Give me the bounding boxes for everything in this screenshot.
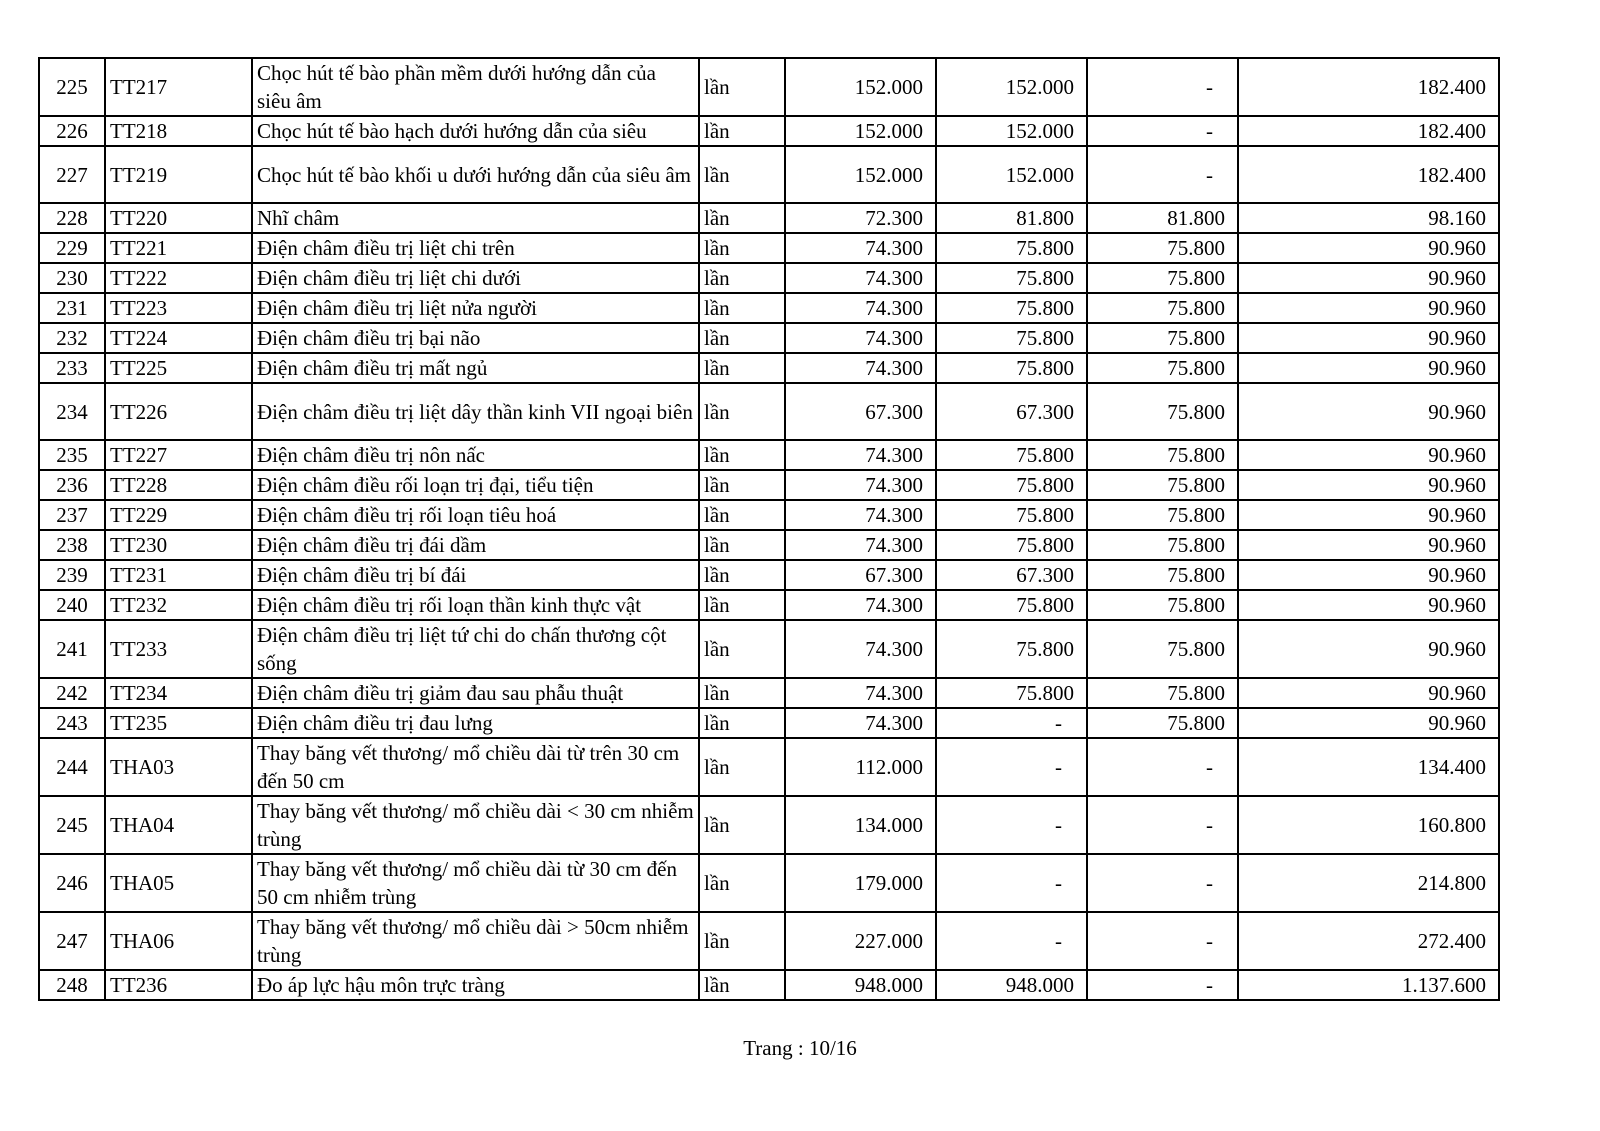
service-code-cell: THA06	[105, 912, 252, 970]
page-number: Trang : 10/16	[743, 1036, 857, 1060]
service-name-cell: Điện châm điều trị bại não	[252, 323, 699, 353]
row-number-cell: 230	[39, 263, 105, 293]
price-3-cell: -	[1087, 970, 1238, 1000]
price-1-cell: 72.300	[785, 203, 936, 233]
price-4-cell: 90.960	[1238, 708, 1499, 738]
price-4-cell: 182.400	[1238, 146, 1499, 203]
table-row	[39, 116, 1499, 146]
price-4-cell: 90.960	[1238, 500, 1499, 530]
row-number-cell: 227	[39, 146, 105, 203]
price-4-cell: 90.960	[1238, 590, 1499, 620]
price-2-cell: 81.800	[936, 203, 1087, 233]
row-number-cell: 247	[39, 912, 105, 970]
service-name-cell: Điện châm điều trị rối loạn thần kinh thực vật	[252, 590, 699, 620]
service-code-cell: TT224	[105, 323, 252, 353]
price-2-cell: 75.800	[936, 323, 1087, 353]
row-number-cell: 234	[39, 383, 105, 440]
unit-cell: lần	[699, 560, 785, 590]
unit-cell: lần	[699, 233, 785, 263]
unit-cell: lần	[699, 970, 785, 1000]
table-row	[39, 970, 1499, 1000]
unit-cell: lần	[699, 353, 785, 383]
service-name-cell: Điện châm điều trị liệt chi dưới	[252, 263, 699, 293]
service-name-cell: Nhĩ châm	[252, 203, 699, 233]
service-code-cell: TT229	[105, 500, 252, 530]
table-row	[39, 383, 1499, 440]
service-code-cell: TT218	[105, 116, 252, 146]
price-2-cell: -	[936, 912, 1087, 970]
row-number-cell: 244	[39, 738, 105, 796]
service-code-cell: THA03	[105, 738, 252, 796]
price-3-cell: 75.800	[1087, 560, 1238, 590]
row-number-cell: 236	[39, 470, 105, 500]
service-code-cell: TT219	[105, 146, 252, 203]
price-table	[38, 57, 1500, 1001]
price-2-cell: 75.800	[936, 500, 1087, 530]
price-4-cell: 90.960	[1238, 263, 1499, 293]
price-4-cell: 182.400	[1238, 58, 1499, 116]
service-code-cell: TT225	[105, 353, 252, 383]
price-4-cell: 90.960	[1238, 560, 1499, 590]
price-1-cell: 74.300	[785, 530, 936, 560]
service-name-cell: Điện châm điều trị đái dầm	[252, 530, 699, 560]
unit-cell: lần	[699, 383, 785, 440]
price-1-cell: 67.300	[785, 560, 936, 590]
price-1-cell: 152.000	[785, 146, 936, 203]
service-code-cell: TT236	[105, 970, 252, 1000]
service-name-cell: Điện châm điều trị nôn nấc	[252, 440, 699, 470]
price-2-cell: 67.300	[936, 560, 1087, 590]
price-4-cell: 90.960	[1238, 353, 1499, 383]
price-3-cell: 75.800	[1087, 470, 1238, 500]
price-3-cell: -	[1087, 912, 1238, 970]
price-1-cell: 227.000	[785, 912, 936, 970]
price-3-cell: 75.800	[1087, 620, 1238, 678]
price-2-cell: 75.800	[936, 233, 1087, 263]
table-row	[39, 854, 1499, 912]
price-3-cell: 75.800	[1087, 353, 1238, 383]
row-number-cell: 245	[39, 796, 105, 854]
service-code-cell: TT228	[105, 470, 252, 500]
service-code-cell: TT221	[105, 233, 252, 263]
table-row	[39, 500, 1499, 530]
price-2-cell: 75.800	[936, 470, 1087, 500]
price-3-cell: 75.800	[1087, 590, 1238, 620]
table-body	[39, 58, 1499, 1000]
price-2-cell: 152.000	[936, 116, 1087, 146]
row-number-cell: 243	[39, 708, 105, 738]
service-code-cell: TT217	[105, 58, 252, 116]
service-code-cell: TT220	[105, 203, 252, 233]
unit-cell: lần	[699, 500, 785, 530]
price-3-cell: 75.800	[1087, 293, 1238, 323]
unit-cell: lần	[699, 263, 785, 293]
price-3-cell: -	[1087, 854, 1238, 912]
price-4-cell: 90.960	[1238, 678, 1499, 708]
service-name-cell: Thay băng vết thương/ mổ chiều dài > 50cm nhiễm trùng	[252, 912, 699, 970]
price-1-cell: 74.300	[785, 678, 936, 708]
price-2-cell: 75.800	[936, 293, 1087, 323]
price-4-cell: 272.400	[1238, 912, 1499, 970]
unit-cell: lần	[699, 323, 785, 353]
price-3-cell: -	[1087, 116, 1238, 146]
price-3-cell: 75.800	[1087, 383, 1238, 440]
service-name-cell: Điện châm điều trị liệt tứ chi do chấn thương cột sống	[252, 620, 699, 678]
price-4-cell: 134.400	[1238, 738, 1499, 796]
row-number-cell: 240	[39, 590, 105, 620]
unit-cell: lần	[699, 796, 785, 854]
service-name-cell: Thay băng vết thương/ mổ chiều dài từ 30 cm đến 50 cm nhiễm trùng	[252, 854, 699, 912]
price-1-cell: 152.000	[785, 116, 936, 146]
table-row	[39, 470, 1499, 500]
row-number-cell: 233	[39, 353, 105, 383]
service-code-cell: TT223	[105, 293, 252, 323]
price-3-cell: -	[1087, 146, 1238, 203]
table-row	[39, 530, 1499, 560]
table-row	[39, 203, 1499, 233]
price-2-cell: 75.800	[936, 353, 1087, 383]
service-code-cell: TT230	[105, 530, 252, 560]
table-row	[39, 353, 1499, 383]
table-row	[39, 678, 1499, 708]
service-code-cell: TT226	[105, 383, 252, 440]
price-3-cell: 75.800	[1087, 233, 1238, 263]
unit-cell: lần	[699, 470, 785, 500]
service-code-cell: TT235	[105, 708, 252, 738]
table-row	[39, 440, 1499, 470]
price-2-cell: 75.800	[936, 620, 1087, 678]
price-1-cell: 74.300	[785, 233, 936, 263]
price-2-cell: 75.800	[936, 530, 1087, 560]
service-code-cell: TT227	[105, 440, 252, 470]
service-name-cell: Điện châm điều trị giảm đau sau phẫu thuật	[252, 678, 699, 708]
service-code-cell: TT231	[105, 560, 252, 590]
table-row	[39, 323, 1499, 353]
table-row	[39, 590, 1499, 620]
price-4-cell: 98.160	[1238, 203, 1499, 233]
service-name-cell: Chọc hút tế bào hạch dưới hướng dẫn của siêu	[252, 116, 699, 146]
price-3-cell: 75.800	[1087, 440, 1238, 470]
price-2-cell: 152.000	[936, 146, 1087, 203]
unit-cell: lần	[699, 440, 785, 470]
table-row	[39, 738, 1499, 796]
price-4-cell: 90.960	[1238, 383, 1499, 440]
price-4-cell: 90.960	[1238, 620, 1499, 678]
price-4-cell: 90.960	[1238, 440, 1499, 470]
price-4-cell: 182.400	[1238, 116, 1499, 146]
price-2-cell: 75.800	[936, 440, 1087, 470]
row-number-cell: 239	[39, 560, 105, 590]
row-number-cell: 241	[39, 620, 105, 678]
price-3-cell: 75.800	[1087, 678, 1238, 708]
price-2-cell: -	[936, 796, 1087, 854]
price-1-cell: 67.300	[785, 383, 936, 440]
service-code-cell: THA05	[105, 854, 252, 912]
price-2-cell: 75.800	[936, 590, 1087, 620]
unit-cell: lần	[699, 678, 785, 708]
table-row	[39, 146, 1499, 203]
price-3-cell: -	[1087, 738, 1238, 796]
price-3-cell: 75.800	[1087, 708, 1238, 738]
price-2-cell: 152.000	[936, 58, 1087, 116]
unit-cell: lần	[699, 590, 785, 620]
price-4-cell: 214.800	[1238, 854, 1499, 912]
table-row	[39, 293, 1499, 323]
price-1-cell: 74.300	[785, 620, 936, 678]
price-2-cell: 67.300	[936, 383, 1087, 440]
price-1-cell: 74.300	[785, 293, 936, 323]
service-name-cell: Thay băng vết thương/ mổ chiều dài < 30 cm nhiễm trùng	[252, 796, 699, 854]
unit-cell: lần	[699, 912, 785, 970]
service-name-cell: Chọc hút tế bào khối u dưới hướng dẫn của siêu âm	[252, 146, 699, 203]
table-row	[39, 58, 1499, 116]
row-number-cell: 246	[39, 854, 105, 912]
unit-cell: lần	[699, 293, 785, 323]
price-1-cell: 74.300	[785, 263, 936, 293]
service-name-cell: Thay băng vết thương/ mổ chiều dài từ trên 30 cm đến 50 cm	[252, 738, 699, 796]
row-number-cell: 231	[39, 293, 105, 323]
price-2-cell: 75.800	[936, 263, 1087, 293]
table-row	[39, 912, 1499, 970]
service-code-cell: TT234	[105, 678, 252, 708]
unit-cell: lần	[699, 203, 785, 233]
table-row	[39, 620, 1499, 678]
price-2-cell: -	[936, 738, 1087, 796]
row-number-cell: 242	[39, 678, 105, 708]
row-number-cell: 237	[39, 500, 105, 530]
price-1-cell: 74.300	[785, 440, 936, 470]
unit-cell: lần	[699, 708, 785, 738]
price-4-cell: 90.960	[1238, 233, 1499, 263]
unit-cell: lần	[699, 854, 785, 912]
service-code-cell: TT222	[105, 263, 252, 293]
table-row	[39, 263, 1499, 293]
unit-cell: lần	[699, 738, 785, 796]
price-3-cell: 81.800	[1087, 203, 1238, 233]
price-2-cell: -	[936, 708, 1087, 738]
price-3-cell: -	[1087, 58, 1238, 116]
price-4-cell: 90.960	[1238, 323, 1499, 353]
price-1-cell: 948.000	[785, 970, 936, 1000]
price-1-cell: 74.300	[785, 470, 936, 500]
service-name-cell: Đo áp lực hậu môn trực tràng	[252, 970, 699, 1000]
service-name-cell: Điện châm điều trị liệt dây thần kinh VII ngoại biên	[252, 383, 699, 440]
row-number-cell: 238	[39, 530, 105, 560]
table-row	[39, 708, 1499, 738]
table-row	[39, 560, 1499, 590]
price-1-cell: 74.300	[785, 323, 936, 353]
price-3-cell: -	[1087, 796, 1238, 854]
price-4-cell: 160.800	[1238, 796, 1499, 854]
table-row	[39, 233, 1499, 263]
unit-cell: lần	[699, 116, 785, 146]
row-number-cell: 225	[39, 58, 105, 116]
service-name-cell: Điện châm điều trị rối loạn tiêu hoá	[252, 500, 699, 530]
price-4-cell: 90.960	[1238, 293, 1499, 323]
price-2-cell: 948.000	[936, 970, 1087, 1000]
price-3-cell: 75.800	[1087, 323, 1238, 353]
service-name-cell: Điện châm điều trị liệt nửa người	[252, 293, 699, 323]
price-1-cell: 74.300	[785, 590, 936, 620]
service-name-cell: Điện châm điều trị mất ngủ	[252, 353, 699, 383]
service-name-cell: Điện châm điều rối loạn trị đại, tiểu tiện	[252, 470, 699, 500]
unit-cell: lần	[699, 58, 785, 116]
row-number-cell: 228	[39, 203, 105, 233]
price-3-cell: 75.800	[1087, 263, 1238, 293]
table-row	[39, 796, 1499, 854]
service-name-cell: Điện châm điều trị bí đái	[252, 560, 699, 590]
service-name-cell: Chọc hút tế bào phần mềm dưới hướng dẫn của siêu âm	[252, 58, 699, 116]
row-number-cell: 229	[39, 233, 105, 263]
price-3-cell: 75.800	[1087, 530, 1238, 560]
unit-cell: lần	[699, 620, 785, 678]
service-code-cell: TT232	[105, 590, 252, 620]
price-2-cell: 75.800	[936, 678, 1087, 708]
unit-cell: lần	[699, 146, 785, 203]
price-4-cell: 1.137.600	[1238, 970, 1499, 1000]
price-1-cell: 134.000	[785, 796, 936, 854]
service-name-cell: Điện châm điều trị đau lưng	[252, 708, 699, 738]
service-code-cell: TT233	[105, 620, 252, 678]
service-name-cell: Điện châm điều trị liệt chi trên	[252, 233, 699, 263]
price-1-cell: 74.300	[785, 500, 936, 530]
service-code-cell: THA04	[105, 796, 252, 854]
row-number-cell: 226	[39, 116, 105, 146]
price-4-cell: 90.960	[1238, 530, 1499, 560]
price-1-cell: 112.000	[785, 738, 936, 796]
row-number-cell: 235	[39, 440, 105, 470]
price-1-cell: 152.000	[785, 58, 936, 116]
price-1-cell: 74.300	[785, 708, 936, 738]
row-number-cell: 232	[39, 323, 105, 353]
row-number-cell: 248	[39, 970, 105, 1000]
price-3-cell: 75.800	[1087, 500, 1238, 530]
unit-cell: lần	[699, 530, 785, 560]
price-4-cell: 90.960	[1238, 470, 1499, 500]
price-2-cell: -	[936, 854, 1087, 912]
price-1-cell: 179.000	[785, 854, 936, 912]
price-1-cell: 74.300	[785, 353, 936, 383]
